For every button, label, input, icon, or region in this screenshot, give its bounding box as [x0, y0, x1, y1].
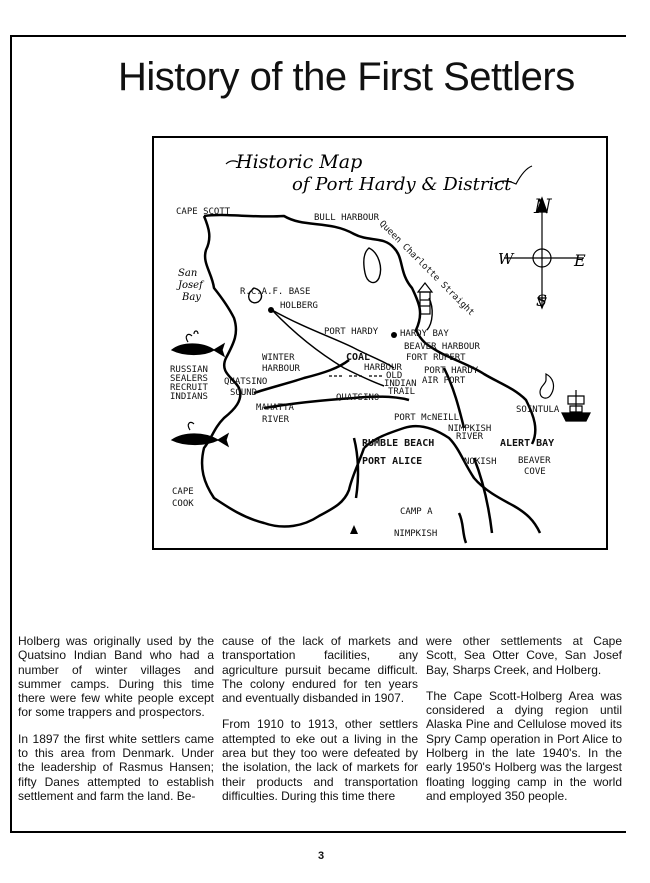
- compass-s: S: [536, 291, 547, 310]
- label-sointula: SOINTULA: [516, 405, 560, 415]
- label-winter-harbour-1: WINTER: [262, 353, 295, 363]
- text-column-3: [426, 634, 622, 815]
- label-mahatta-2: RIVER: [262, 415, 290, 425]
- label-quatsino-sound-1: QUATSINO: [224, 377, 268, 387]
- label-nimpkish: NIMPKISH: [394, 529, 438, 539]
- label-holberg: HOLBERG: [280, 301, 318, 311]
- label-beaver-cove-1: BEAVER: [518, 456, 551, 466]
- label-beaver-cove-2: COVE: [524, 467, 546, 477]
- label-cape-scott: CAPE SCOTT: [176, 207, 231, 217]
- label-san-josef-1: San: [178, 268, 198, 279]
- label-cape-cook-2: COOK: [172, 499, 194, 509]
- label-trail-2: INDIAN: [384, 379, 417, 389]
- label-trail-1: OLD: [386, 371, 403, 381]
- page-frame-bottom: [10, 831, 626, 833]
- lighthouse-icon: [418, 283, 432, 314]
- text-column-1: [18, 634, 214, 815]
- paragraph: were other settlements at Cape Scott, Sea Otter Cove, San Josef Bay, Sharps Creek, and Holberg.: [426, 634, 622, 677]
- label-bull-harbour: [314, 213, 380, 223]
- label-mahatta-1: MAHATTA: [256, 403, 294, 413]
- holberg-road: [272, 310, 394, 386]
- label-airport-1: PORT HARDY: [424, 366, 479, 376]
- label-trail-3: TRAIL: [388, 387, 416, 397]
- label-airport-2: AIR PORT: [422, 376, 466, 386]
- label-rcaf-base: R.C.A.F. BASE: [240, 287, 311, 297]
- label-alert-bay: ALERT BAY: [500, 438, 555, 449]
- page-number: 3: [318, 850, 325, 862]
- label-russian-4: INDIANS: [170, 392, 208, 402]
- jumping-fish-icon: [540, 374, 553, 398]
- label-queen-charlotte: Queen Charlotte Straight: [376, 219, 476, 319]
- paragraph: cause of the lack of markets and transportation facilities, any agriculture pursuit became difficult. The colony endured for ten years and eventually disbanded in 1907.: [222, 634, 418, 706]
- label-bull-harbour-text: BULL HARBOUR: [314, 213, 380, 223]
- label-winter-harbour-2: HARBOUR: [262, 364, 300, 374]
- historic-map: [152, 136, 608, 550]
- whale-icon-north: [172, 331, 224, 356]
- label-cape-cook-1: CAPE: [172, 487, 194, 497]
- page-frame-top: [10, 35, 626, 37]
- label-port-alice: PORT ALICE: [362, 456, 423, 467]
- mountain-marker: [350, 525, 358, 534]
- text-column-2: [222, 634, 418, 815]
- compass-n: N: [534, 194, 552, 218]
- label-fort-rupert: FORT RUPERT: [406, 353, 466, 363]
- paragraph: From 1910 to 1913, other settlers attempted to eke out a living in the area but they too were defeated by the isolation, the lack of markets for their products and transportation difficulties. During this time there: [222, 717, 418, 803]
- label-nokish: NOKISH: [464, 457, 497, 467]
- map-illustration: [154, 138, 606, 548]
- label-port-hardy: PORT HARDY: [324, 327, 379, 337]
- holberg-marker: [268, 307, 274, 313]
- whale-icon-south: [172, 422, 228, 446]
- label-rumble-beach: RUMBLE BEACH: [362, 438, 435, 449]
- map-title-line1: Historic Map: [236, 151, 363, 173]
- label-nimpkish-river-1: NIMPKISH: [448, 424, 492, 434]
- label-san-josef-3: Bay: [182, 292, 201, 303]
- label-hardy-bay: HARDY BAY: [400, 329, 449, 339]
- label-coal-harbour-1: COAL: [346, 352, 371, 363]
- paragraph: The Cape Scott-Holberg Area was considered a dying region until Alaska Pine and Cellulose moved its Spry Camp operation in Port Alice to Holberg in the late 1940's. In the early 1950's Holberg was the largest floating logging camp in the world and employed 350 people.: [426, 688, 622, 803]
- map-title-line2: of Port Hardy & District: [292, 174, 512, 195]
- port-hardy-marker: [391, 332, 397, 338]
- page-frame-left: [10, 35, 12, 832]
- label-coal-harbour-2: HARBOUR: [364, 363, 402, 373]
- label-san-josef-2: Josef: [178, 280, 203, 291]
- label-russian-3: RECRUIT: [170, 383, 208, 393]
- page-title: History of the First Settlers: [118, 55, 575, 99]
- label-nimpkish-river-2: RIVER: [456, 432, 484, 442]
- paragraph: In 1897 the first white settlers came to this area from Denmark. Under the leadership of Rasmus Hansen; fifty Danes attempted to establish settlement and farm the land. Be-: [18, 731, 214, 803]
- compass-e: E: [574, 251, 586, 270]
- label-quatsino: QUATSINO: [336, 393, 380, 403]
- label-quatsino-sound-2: SOUND: [230, 388, 258, 398]
- label-beaver-harbour: BEAVER HARBOUR: [404, 342, 480, 352]
- label-camp-a: CAMP A: [400, 507, 433, 517]
- sailing-ship-icon: [562, 390, 590, 421]
- paragraph: Holberg was originally used by the Quatsino Indian Band who had a number of winter villages and summer camps. During this time there were few white people except for some trappers and prospectors.: [18, 634, 214, 720]
- label-russian-2: SEALERS: [170, 374, 208, 384]
- label-port-mcneill: PORT McNEILL: [394, 413, 460, 423]
- compass-w: W: [498, 250, 514, 268]
- label-russian-1: RUSSIAN: [170, 365, 208, 375]
